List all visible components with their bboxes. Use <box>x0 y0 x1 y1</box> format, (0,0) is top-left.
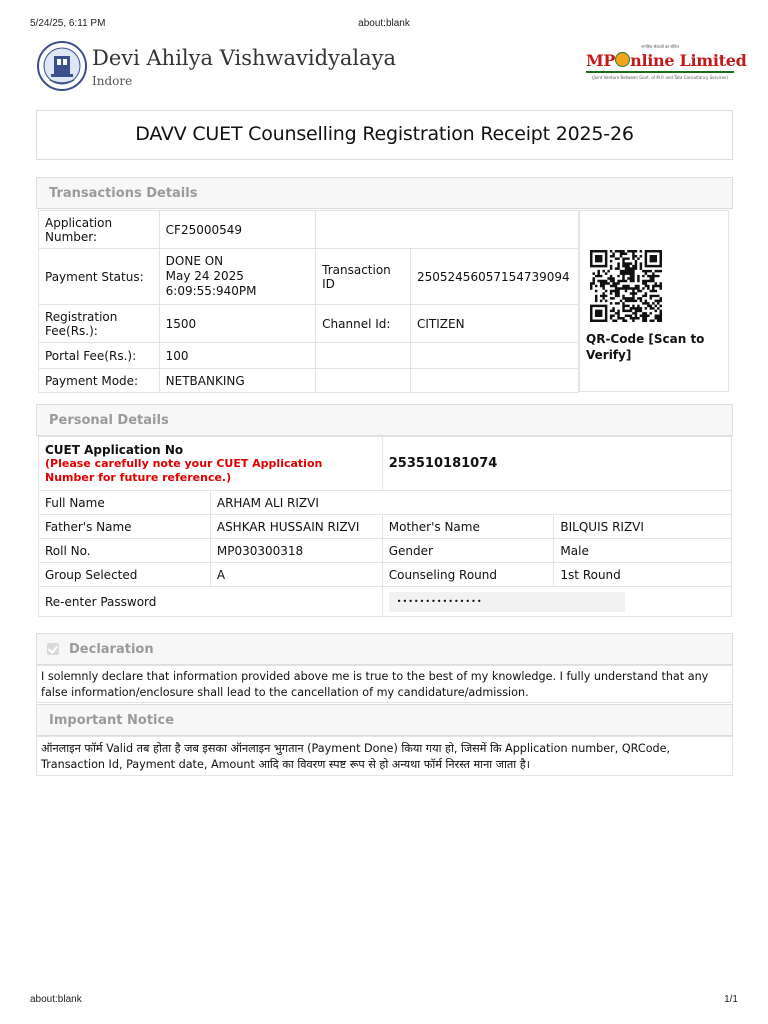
father-label: Father's Name <box>39 515 211 539</box>
roll-label: Roll No. <box>39 539 211 563</box>
full-name-value: ARHAM ALI RIZVI <box>210 491 731 515</box>
university-city: Indore <box>92 74 133 88</box>
empty-cell <box>316 211 579 249</box>
print-header <box>0 18 768 32</box>
personal-table <box>38 436 732 617</box>
table-row <box>39 587 732 617</box>
cuet-value: 253510181074 <box>382 437 731 491</box>
payment-status-value <box>159 249 315 305</box>
print-url: about:blank <box>358 18 410 29</box>
mponline-name-prefix: MP <box>586 51 616 70</box>
cuet-note: (Please carefully note your CUET Application Number for future reference.) <box>45 456 323 484</box>
gender-label: Gender <box>382 539 554 563</box>
payment-status-line1: DONE ON <box>165 254 224 268</box>
gender-value: Male <box>554 539 732 563</box>
table-row <box>39 539 732 563</box>
qr-caption: QR-Code [Scan to Verify] <box>586 332 705 362</box>
table-row <box>39 437 732 491</box>
transactions-table <box>38 210 579 393</box>
notice-heading: Important Notice <box>49 713 175 728</box>
table-row <box>39 563 732 587</box>
mponline-name <box>586 51 747 70</box>
empty-cell <box>411 369 579 393</box>
password-label: Re-enter Password <box>39 587 383 617</box>
payment-status-line3: 6:09:55:940PM <box>165 284 257 298</box>
qr-box <box>579 210 729 392</box>
empty-cell <box>316 343 411 369</box>
password-cell <box>382 587 731 617</box>
payment-status-label: Payment Status: <box>39 249 160 305</box>
password-field[interactable]: ••••••••••••••• <box>389 592 625 612</box>
transactions-section-header <box>36 177 733 209</box>
table-row <box>39 343 579 369</box>
table-row <box>39 491 732 515</box>
mponline-subline: (Joint Venture Between Govt. of M.P. and Tata Consultancy Services) <box>591 75 729 80</box>
mponline-underline <box>586 71 734 73</box>
table-row <box>39 305 579 343</box>
table-row <box>39 249 579 305</box>
declaration-checkbox[interactable] <box>47 643 59 655</box>
declaration-text: I solemnly declare that information provided above me is true to the best of my knowledge. I fully understand that any false information/enclosure shall lead to the cancellation of my candidature/admission. <box>36 665 733 703</box>
transactions-heading: Transactions Details <box>49 186 198 201</box>
university-seal-icon <box>36 40 88 92</box>
channel-value: CITIZEN <box>411 305 579 343</box>
payment-status-line2: May 24 2025 <box>165 269 244 283</box>
mponline-tagline: नागरिक सेवाओं का संचित <box>641 44 679 49</box>
personal-heading: Personal Details <box>49 413 169 428</box>
father-value: ASHKAR HUSSAIN RIZVI <box>210 515 382 539</box>
group-value: A <box>210 563 382 587</box>
portal-fee-value: 100 <box>159 343 315 369</box>
cuet-label-cell <box>39 437 383 491</box>
group-label: Group Selected <box>39 563 211 587</box>
table-row <box>39 211 579 249</box>
table-row <box>39 515 732 539</box>
reg-fee-label: Registration Fee(Rs.): <box>39 305 160 343</box>
empty-cell <box>411 343 579 369</box>
print-footer-url: about:blank <box>30 994 82 1005</box>
payment-mode-label: Payment Mode: <box>39 369 160 393</box>
title-box <box>36 110 733 160</box>
full-name-label: Full Name <box>39 491 211 515</box>
qr-code-icon <box>590 247 662 325</box>
empty-cell <box>316 369 411 393</box>
print-page-number: 1/1 <box>724 994 738 1005</box>
print-datetime: 5/24/25, 6:11 PM <box>30 18 106 29</box>
txn-id-value: 25052456057154739094 <box>411 249 579 305</box>
mponline-name-suffix: nline Limited <box>630 51 747 70</box>
roll-value: MP030300318 <box>210 539 382 563</box>
table-row <box>39 369 579 393</box>
round-value: 1st Round <box>554 563 732 587</box>
mother-value: BILQUIS RIZVI <box>554 515 732 539</box>
payment-mode-value: NETBANKING <box>159 369 315 393</box>
round-label: Counseling Round <box>382 563 554 587</box>
app-no-label: Application Number: <box>39 211 160 249</box>
app-no-value: CF25000549 <box>159 211 315 249</box>
txn-id-label: Transaction ID <box>316 249 411 305</box>
notice-text: ऑनलाइन फॉर्म Valid तब होता है जब इसका ऑनलाइन भुगतान (Payment Done) किया गया हो, जिसमें कि Application number, QRCode, Transaction Id, Payment date, Amount आदि का विवरण स्पष्ट रूप से हो अन्यथा फॉर्म निरस्त माना जाता है। <box>36 736 733 776</box>
notice-section-header <box>36 704 733 736</box>
page-title: DAVV CUET Counselling Registration Receipt 2025-26 <box>135 123 634 145</box>
declaration-heading: Declaration <box>69 642 154 657</box>
cuet-label: CUET Application No <box>45 442 184 457</box>
channel-label: Channel Id: <box>316 305 411 343</box>
mponline-globe-icon <box>615 52 630 67</box>
reg-fee-value: 1500 <box>159 305 315 343</box>
university-name: Devi Ahilya Vishwavidyalaya <box>92 46 397 70</box>
declaration-section-header <box>36 633 733 665</box>
mponline-logo <box>584 44 747 82</box>
personal-section-header <box>36 404 733 436</box>
mother-label: Mother's Name <box>382 515 554 539</box>
portal-fee-label: Portal Fee(Rs.): <box>39 343 160 369</box>
